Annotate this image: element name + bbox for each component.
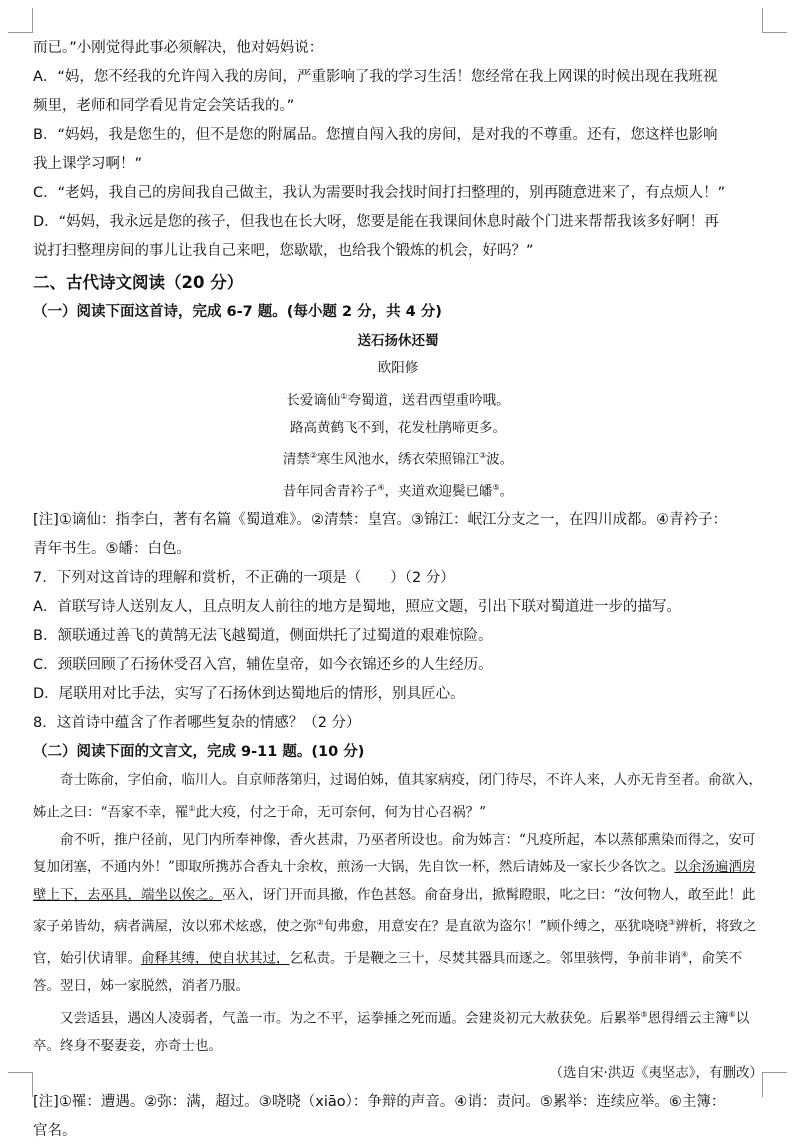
- poem-line-4: 昔年同舍青衿子④，夹道欢迎鬓已皤⑤。: [282, 483, 514, 500]
- poem-line-1: 长爱谪仙①夸蜀道，送君西望重吟哦。: [286, 391, 510, 408]
- option-a-line-2: 频里，老师和同学看见肯定会笑话我的。”: [33, 98, 295, 114]
- underlined-sentence-1: 以余汤遍洒房壁上下，去巫具，端坐以俟之。: [33, 859, 756, 903]
- prose-source: （选自宋·洪迈《夷坚志》，有删改）: [549, 1065, 763, 1081]
- question-7: 7．下列对这首诗的理解和赏析，不正确的一项是（ ）（2 分）: [33, 570, 455, 586]
- prose-note-line-1: [注]①罹：遭遇。②弥：满，超过。③哓哓（xiāo）：争辩的声音。④诮：责问。⑤累举：连续应举。⑥主簿：: [33, 1093, 726, 1110]
- poem-note-line-1: [注]①谪仙：指李白，著有名篇《蜀道难》。②清禁：皇宫。③锦江：岷江分支之一，在四川成都。④青衿子：: [33, 512, 728, 528]
- option-a-line-1: A．“妈，您不经我的允许闯入我的房间，严重影响了我的学习生活！您经常在我上网课的时候出现在我班视: [33, 69, 718, 85]
- option-d-line-2: 说打扫整理房间的事儿让我自己来吧，您歇歇，也给我个锻炼的机会，好吗？”: [33, 243, 534, 259]
- classical-prose-paragraph-2: 俞不听，推户径前，见门内所奉神像，香火甚肃，乃巫者所设也。俞为姊言：“凡疫所起，本以蒸郁熏染而得之，安可复加闭塞，不通内外！”即取所携苏合香丸十余枚，煎汤一大锅，先自饮一杯，然后请姊及一家长少各饮之。以余汤遍洒房壁上下，去巫具，端坐以俟之。巫入，讶门开而具撤，作色甚怒。俞奋身出，掀髯瞪眼，叱之曰：“汝何物人，敢至此！此家子弟皆幼，病者满屋，汝以邪术炫惑，使之弥②旬弗愈，用意安在？是直欲为盗尔！”顾仆缚之，巫犹哓哓③辨析，将致之官，始引伏请罪。俞释其缚，使自状其过，乞私责。于是鞭之三十，尽焚其器具而逐之。邻里骇愕，争前非诮④，俞笑不答。翌日，姊一家脱然，消者乃服。: [33, 831, 757, 994]
- crop-mark-bottom-left: [8, 1072, 33, 1097]
- crop-mark-bottom-right: [762, 1072, 787, 1097]
- poem-line-3: 清禁②寒生风池水，绣衣荣照锦江③波。: [282, 451, 514, 468]
- option-b-line-1: B．“妈妈，我是您生的，但不是您的附属品。您擅自闯入我的房间，是对我的不尊重。还有，您这样也影响: [33, 127, 718, 143]
- classical-prose-paragraph-1: 奇士陈俞，字伯俞，临川人。自京师落第归，过谒伯姊，值其家病疫，闭门待尽，不许人来，人亦无肯至者。俞欲入，姊止之曰：“吾家不幸，罹①此大疫，付之于命，无可奈何，何为甘心召祸？”: [33, 772, 762, 820]
- crop-mark-top-left: [8, 8, 33, 33]
- option-d-line-1: D．“妈妈，我永远是您的孩子，但我也在长大呀，您要是能在我课间休息时敲个门进来帮帮我该多好啊！再: [33, 214, 719, 230]
- option-c-line-1: C．“老妈，我自己的房间我自己做主，我认为需要时我会找时间打扫整理的，别再随意进来了，有点烦人！”: [33, 185, 726, 201]
- section-title: 二、古代诗文阅读（20 分）: [33, 273, 244, 292]
- question-7-option-d: D．尾联用对比手法，实写了石扬休到达蜀地后的情形，别具匠心。: [33, 686, 465, 702]
- question-7-option-b: B．颔联通过善飞的黄鹄无法飞越蜀道，侧面烘托了过蜀道的艰难惊险。: [33, 628, 493, 644]
- poem-title: 送石扬休还蜀: [357, 333, 439, 349]
- part-1-title: （一）阅读下面这首诗，完成 6-7 题。(每小题 2 分，共 4 分): [33, 304, 442, 320]
- underlined-sentence-2: 俞释其缚，使自状其过，: [141, 950, 290, 967]
- poem-line-2: 路高黄鹤飞不到，花发杜鹃啼更多。: [290, 419, 506, 436]
- document-page: [33, 34, 763, 1146]
- poem-author: 欧阳修: [377, 360, 419, 376]
- part-2-title: （二）阅读下面的文言文，完成 9-11 题。(10 分): [33, 744, 365, 760]
- question-7-option-c: C．颈联回顾了石扬休受召入宫，辅佐皇帝，如今衣锦还乡的人生经历。: [33, 657, 493, 673]
- classical-prose-paragraph-3: 又尝适县，遇凶人凌弱者，气盖一市。为之不平，运拳捶之死而遁。会建炎初元大赦获免。后累举⑤恩得缙云主簿⑥以卒。终身不娶妻妾，亦奇士也。: [33, 1009, 750, 1054]
- prose-note-line-2: 官名。: [33, 1122, 77, 1139]
- crop-mark-top-right: [762, 8, 787, 33]
- question-7-option-a: A．首联写诗人送别友人，且点明友人前往的地方是蜀地，照应文题，引出下联对蜀道进一步的描写。: [33, 599, 681, 615]
- question-8: 8．这首诗中蕴含了作者哪些复杂的情感？（2 分）: [33, 715, 361, 731]
- text-line: 而已。”小刚觉得此事必须解决，他对妈妈说：: [33, 40, 324, 56]
- option-b-line-2: 我上课学习啊！”: [33, 156, 143, 172]
- poem-note-line-2: 青年书生。⑤皤：白色。: [33, 541, 191, 557]
